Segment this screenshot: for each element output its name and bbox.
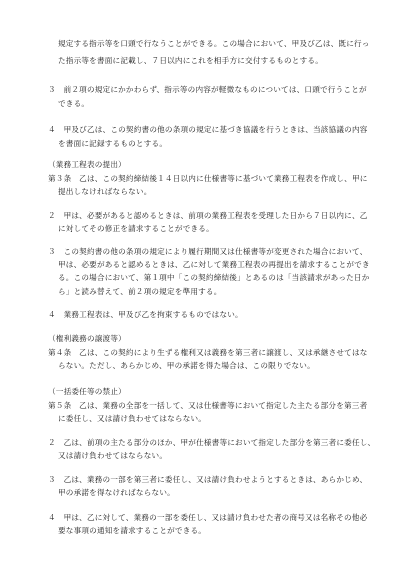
text-line: 甲は、必要があると認めるときは、乙に対して業務工程表の再提出を請求することができ <box>58 260 370 269</box>
text-line: ら」と読み替えて、前２項の規定を準用する。 <box>58 287 222 296</box>
text-line: 提出しなければならない。 <box>58 187 152 196</box>
paragraph-2-line: ２ 乙は、前項の主たる部分のほか、甲が仕様書等において指定した部分を第三者に委任し、 <box>48 438 376 447</box>
paragraph-4-line: ４ 甲は、乙に対して、業務の一部を委任し、又は請け負わせた者の商号又は名称その他必 <box>48 513 368 522</box>
paragraph-2-line: ２ 甲は、必要があると認めるときは、前項の業務工程表を受理した日から７日以内に、乙 <box>48 211 368 220</box>
text-line: 又は請け負わせてはならない。 <box>58 451 168 460</box>
text-line: る。この場合において、第１項中「この契約締結後」とあるのは「当該請求があった日か <box>58 273 370 282</box>
paragraph-3-line: ３ この契約書の他の条項の規定により履行期間又は仕様書等が変更された場合において、 <box>48 247 368 256</box>
paragraph-4-line: ４ 甲及び乙は、この契約書の他の条項の規定に基づき協議を行うときは、当該協議の内容 <box>48 125 368 134</box>
article-5-line: 第５条 乙は、業務の全部を一括して、又は仕様書等において指定した主たる部分を第三者 <box>48 401 368 410</box>
text-line: を書面に記録するものとする。 <box>58 139 168 148</box>
article-3-line: 第３条 乙は、この契約締結後１４日以内に仕様書等に基づいて業務工程表を作成し、甲に <box>48 174 368 183</box>
text-line: に対してその修正を請求することができる。 <box>58 224 214 233</box>
article-4-line: 第４条 乙は、この契約により生ずる権利又は義務を第三者に譲渡し、又は承継させてはな <box>48 348 368 357</box>
text-line: できる。 <box>58 99 90 108</box>
paragraph-3-line: ３ 乙は、業務の一部を第三者に委任し、又は請け負わせようとするときは、あらかじめ、 <box>48 475 368 484</box>
article-caption: （権利義務の譲渡等） <box>48 334 126 343</box>
text-line: 要な事項の通知を請求することができる。 <box>58 526 207 535</box>
article-caption: （一括委任等の禁止） <box>48 387 126 396</box>
text-line: らない。ただし、あらかじめ、甲の承諾を得た場合は、この限りでない。 <box>58 361 315 370</box>
paragraph-3-line: ３ 前２項の規定にかかわらず、指示等の内容が軽微なものについては、口頭で行うことが <box>48 85 367 94</box>
text-line: 甲の承諾を得なければならない。 <box>58 488 175 497</box>
text-line: た指示等を書面に記載し、７日以内にこれを相手方に交付するものとする。 <box>58 56 323 65</box>
paragraph-4-line: ４ 業務工程表は、甲及び乙を拘束するものではない。 <box>48 310 243 319</box>
text-line: に委任し、又は請け負わせてはならない。 <box>58 414 207 423</box>
article-caption: （業務工程表の提出） <box>48 160 126 169</box>
text-line: 規定する指示等を口頭で行なうことができる。この場合において、甲及び乙は、既に行っ <box>58 39 370 48</box>
